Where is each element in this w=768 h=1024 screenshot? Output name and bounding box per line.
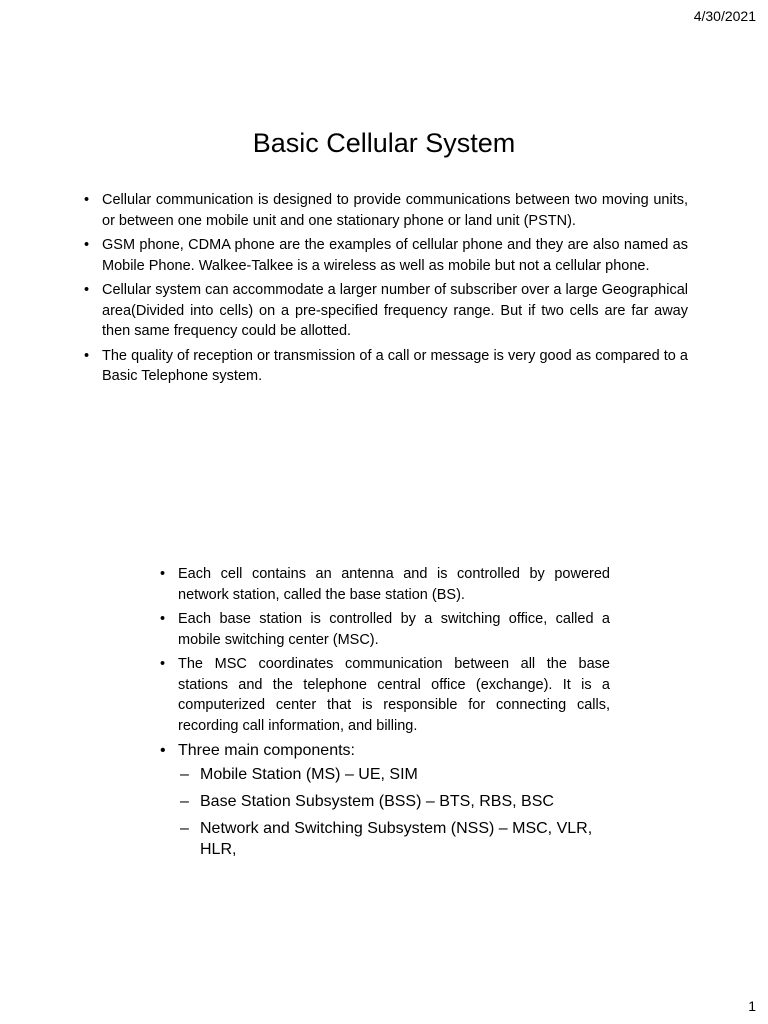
bullet-text: The MSC coordinates communication between all the base stations and the telephone central office (exchange). It is a computerized center that is responsible for connecting calls, recording call information, and billing. — [178, 656, 610, 734]
list-item — [160, 740, 610, 762]
bullet-icon: • — [84, 192, 90, 208]
sub-list-item — [160, 764, 610, 785]
sub-bullet-text: Mobile Station (MS) – UE, SIM — [200, 766, 418, 783]
sublist-container — [160, 764, 610, 860]
page-number: 1 — [748, 998, 756, 1014]
sub-list-item — [160, 791, 610, 812]
list-item — [84, 346, 688, 387]
bullet-icon: • — [84, 347, 90, 364]
list-item — [160, 564, 610, 605]
list-item — [84, 190, 688, 231]
list-item — [160, 609, 610, 650]
bullet-icon: • — [160, 611, 166, 627]
sub-list-item — [160, 818, 610, 860]
bullet-text: Cellular system can accommodate a larger number of subscriber over a large Geographical area(Divided into cells) on a pre-specified frequency range. But if two cells are far away then same frequency could be allotted. — [102, 282, 688, 339]
list-item — [160, 654, 610, 736]
slide1-bullet-list — [84, 190, 688, 391]
bullet-text: The quality of reception or transmission of a call or message is very good as compared to a Basic Telephone system. — [102, 347, 688, 384]
bullet-text: Three main components: — [178, 742, 355, 759]
bullet-text: GSM phone, CDMA phone are the examples of cellular phone and they are also named as Mobile Phone. Walkee-Talkee is a wireless as well as mobile but not a cellular phone. — [102, 237, 688, 274]
bullet-text: Each base station is controlled by a switching office, called a mobile switching center (MSC). — [178, 611, 610, 648]
bullet-icon: • — [160, 566, 166, 582]
bullet-icon: • — [84, 282, 90, 298]
list-item — [84, 235, 688, 276]
slide-title: Basic Cellular System — [252, 128, 516, 158]
bullet-text: Cellular communication is designed to provide communications between two moving units, or between one mobile unit and one stationary phone or land unit (PSTN). — [102, 192, 688, 229]
bullet-icon: • — [160, 656, 166, 672]
dash-icon: – — [180, 766, 189, 783]
bullet-text: Each cell contains an antenna and is controlled by powered network station, called the base station (BS). — [178, 566, 610, 603]
dash-icon: – — [180, 820, 189, 837]
bullet-icon: • — [160, 742, 166, 759]
components-sublist — [160, 764, 610, 860]
sub-bullet-text: Base Station Subsystem (BSS) – BTS, RBS, BSC — [200, 793, 554, 810]
date-label: 4/30/2021 — [693, 8, 756, 24]
sub-bullet-text: Network and Switching Subsystem (NSS) – MSC, VLR, HLR, — [200, 820, 593, 858]
dash-icon: – — [180, 793, 189, 810]
list-item — [84, 280, 688, 342]
bullet-icon: • — [84, 237, 90, 253]
slide2-bullet-list — [160, 564, 610, 866]
